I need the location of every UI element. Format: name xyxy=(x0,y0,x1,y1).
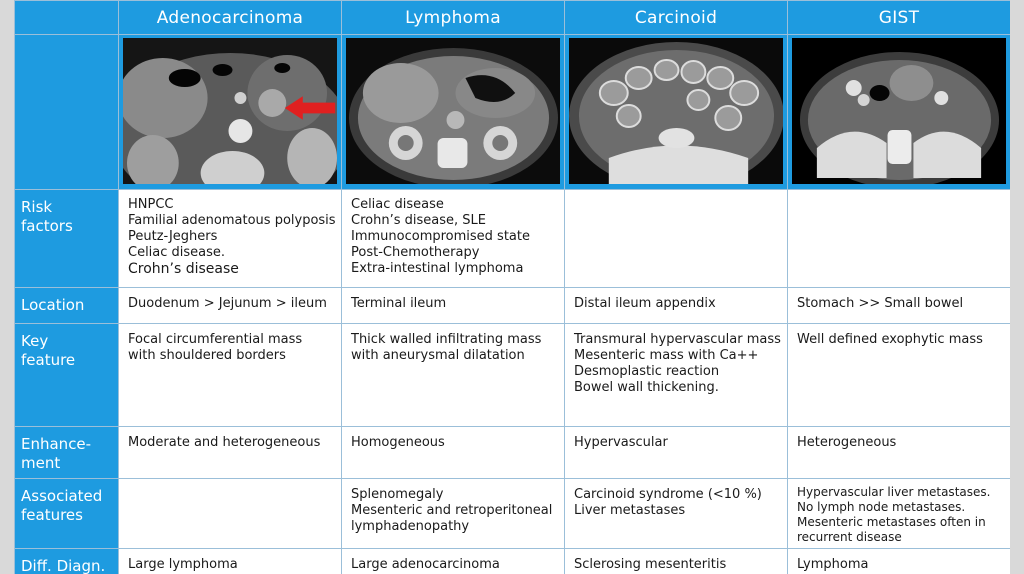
cell-location-lymphoma xyxy=(342,288,565,324)
row-label-line: Diff. Diagn. xyxy=(21,557,106,574)
row-location xyxy=(15,288,1011,324)
cell-line: Extra-intestinal lymphoma xyxy=(351,261,524,276)
cell-line: with aneurysmal dilatation xyxy=(351,348,525,363)
cell-line: Hypervascular liver metastases. xyxy=(797,485,991,499)
cell-line: Crohn’s disease xyxy=(128,261,239,277)
ct-scan-gist-image xyxy=(792,38,1006,184)
ct-scan-carcinoid-image xyxy=(569,38,783,184)
cell-line: Peutz-Jeghers xyxy=(128,229,218,244)
ct-scan-lymphoma-image xyxy=(346,38,560,184)
row-label-line: ment xyxy=(21,454,61,472)
column-header-adenocarcinoma: Adenocarcinoma xyxy=(119,1,342,35)
image-cell-carcinoid xyxy=(565,35,788,190)
comparison-table xyxy=(14,0,1010,574)
row-label-line: factors xyxy=(21,217,73,235)
cell-line: Mesenteric metastases often in xyxy=(797,515,986,529)
cell-enhancement-carcinoid xyxy=(565,427,788,479)
cell-associated-adenocarcinoma xyxy=(119,479,342,549)
column-header-gist: GIST xyxy=(788,1,1011,35)
cell-line: Focal circumferential mass xyxy=(128,332,303,347)
cell-associated-gist xyxy=(788,479,1011,549)
cell-line: Mesenteric mass with Ca++ xyxy=(574,348,759,363)
row-risk-factors xyxy=(15,190,1011,288)
cell-diff-lymphoma xyxy=(342,549,565,574)
cell-line: Immunocompromised state xyxy=(351,229,530,244)
cell-line: Sclerosing mesenteritis xyxy=(574,557,727,572)
row-label-line: Risk xyxy=(21,198,53,216)
red-arrow-icon xyxy=(283,94,337,122)
cell-line: Moderate and heterogeneous xyxy=(128,435,321,450)
cell-risk-carcinoid xyxy=(565,190,788,288)
cell-diff-gist xyxy=(788,549,1011,574)
cell-line: Liver metastases xyxy=(574,503,686,518)
column-header-carcinoid: Carcinoid xyxy=(565,1,788,35)
cell-risk-adenocarcinoma xyxy=(119,190,342,288)
row-associated-features xyxy=(15,479,1011,549)
image-cell-lymphoma xyxy=(342,35,565,190)
cell-key-gist xyxy=(788,324,1011,427)
row-label-line: features xyxy=(21,506,83,524)
corner-cell xyxy=(15,1,119,35)
row-label-line: Enhance- xyxy=(21,435,92,453)
cell-line: Splenomegaly xyxy=(351,487,444,502)
row-label-line: Key xyxy=(21,332,49,350)
row-key-feature xyxy=(15,324,1011,427)
cell-line: Well defined exophytic mass xyxy=(797,332,983,347)
cell-key-adenocarcinoma xyxy=(119,324,342,427)
row-differential-diagnosis xyxy=(15,549,1011,574)
cell-diff-carcinoid xyxy=(565,549,788,574)
cell-line: No lymph node metastases. xyxy=(797,500,966,514)
cell-associated-lymphoma xyxy=(342,479,565,549)
cell-line: Lymphoma xyxy=(797,557,869,572)
cell-line: Large lymphoma xyxy=(128,557,238,572)
cell-line: Hypervascular xyxy=(574,435,668,450)
cell-line: Transmural hypervascular mass xyxy=(574,332,781,347)
header-row xyxy=(15,1,1011,35)
cell-enhancement-lymphoma xyxy=(342,427,565,479)
cell-line: Duodenum > Jejunum > ileum xyxy=(128,296,327,311)
cell-line: Thick walled infiltrating mass xyxy=(351,332,542,347)
row-label-location xyxy=(15,288,119,324)
cell-line: Celiac disease. xyxy=(128,245,226,260)
cell-location-gist xyxy=(788,288,1011,324)
image-cell-gist xyxy=(788,35,1011,190)
image-row-label xyxy=(15,35,119,190)
cell-line: Stomach >> Small bowel xyxy=(797,296,964,311)
cell-key-lymphoma xyxy=(342,324,565,427)
comparison-slide xyxy=(14,0,1010,574)
cell-line: Post-Chemotherapy xyxy=(351,245,480,260)
ct-scan-adenocarcinoma-image xyxy=(123,38,337,184)
column-header-lymphoma: Lymphoma xyxy=(342,1,565,35)
image-row xyxy=(15,35,1011,190)
cell-line: with shouldered borders xyxy=(128,348,286,363)
row-label-enhancement xyxy=(15,427,119,479)
cell-diff-adenocarcinoma xyxy=(119,549,342,574)
cell-line: Terminal ileum xyxy=(351,296,447,311)
cell-line: Familial adenomatous polyposis xyxy=(128,213,336,228)
cell-line: Large adenocarcinoma xyxy=(351,557,500,572)
row-label-differential-diagnosis xyxy=(15,549,119,574)
cell-location-adenocarcinoma xyxy=(119,288,342,324)
image-cell-adenocarcinoma xyxy=(119,35,342,190)
cell-line: Homogeneous xyxy=(351,435,445,450)
cell-line: HNPCC xyxy=(128,197,174,212)
cell-line: Carcinoid syndrome (<10 %) xyxy=(574,487,762,502)
cell-line: Bowel wall thickening. xyxy=(574,380,719,395)
row-enhancement xyxy=(15,427,1011,479)
cell-key-carcinoid xyxy=(565,324,788,427)
row-label-associated-features xyxy=(15,479,119,549)
row-label-line: Location xyxy=(21,296,85,314)
cell-enhancement-gist xyxy=(788,427,1011,479)
row-label-line: Associated xyxy=(21,487,103,505)
cell-line: Celiac disease xyxy=(351,197,444,212)
cell-associated-carcinoid xyxy=(565,479,788,549)
cell-line: Mesenteric and retroperitoneal xyxy=(351,503,553,518)
cell-line: Distal ileum appendix xyxy=(574,296,716,311)
cell-line: Desmoplastic reaction xyxy=(574,364,720,379)
cell-location-carcinoid xyxy=(565,288,788,324)
row-label-risk-factors xyxy=(15,190,119,288)
row-label-line: feature xyxy=(21,351,76,369)
cell-risk-lymphoma xyxy=(342,190,565,288)
cell-line: Heterogeneous xyxy=(797,435,897,450)
cell-line: lymphadenopathy xyxy=(351,519,470,534)
row-label-key-feature xyxy=(15,324,119,427)
cell-risk-gist xyxy=(788,190,1011,288)
cell-line: recurrent disease xyxy=(797,530,902,544)
cell-enhancement-adenocarcinoma xyxy=(119,427,342,479)
cell-line: Crohn’s disease, SLE xyxy=(351,213,486,228)
